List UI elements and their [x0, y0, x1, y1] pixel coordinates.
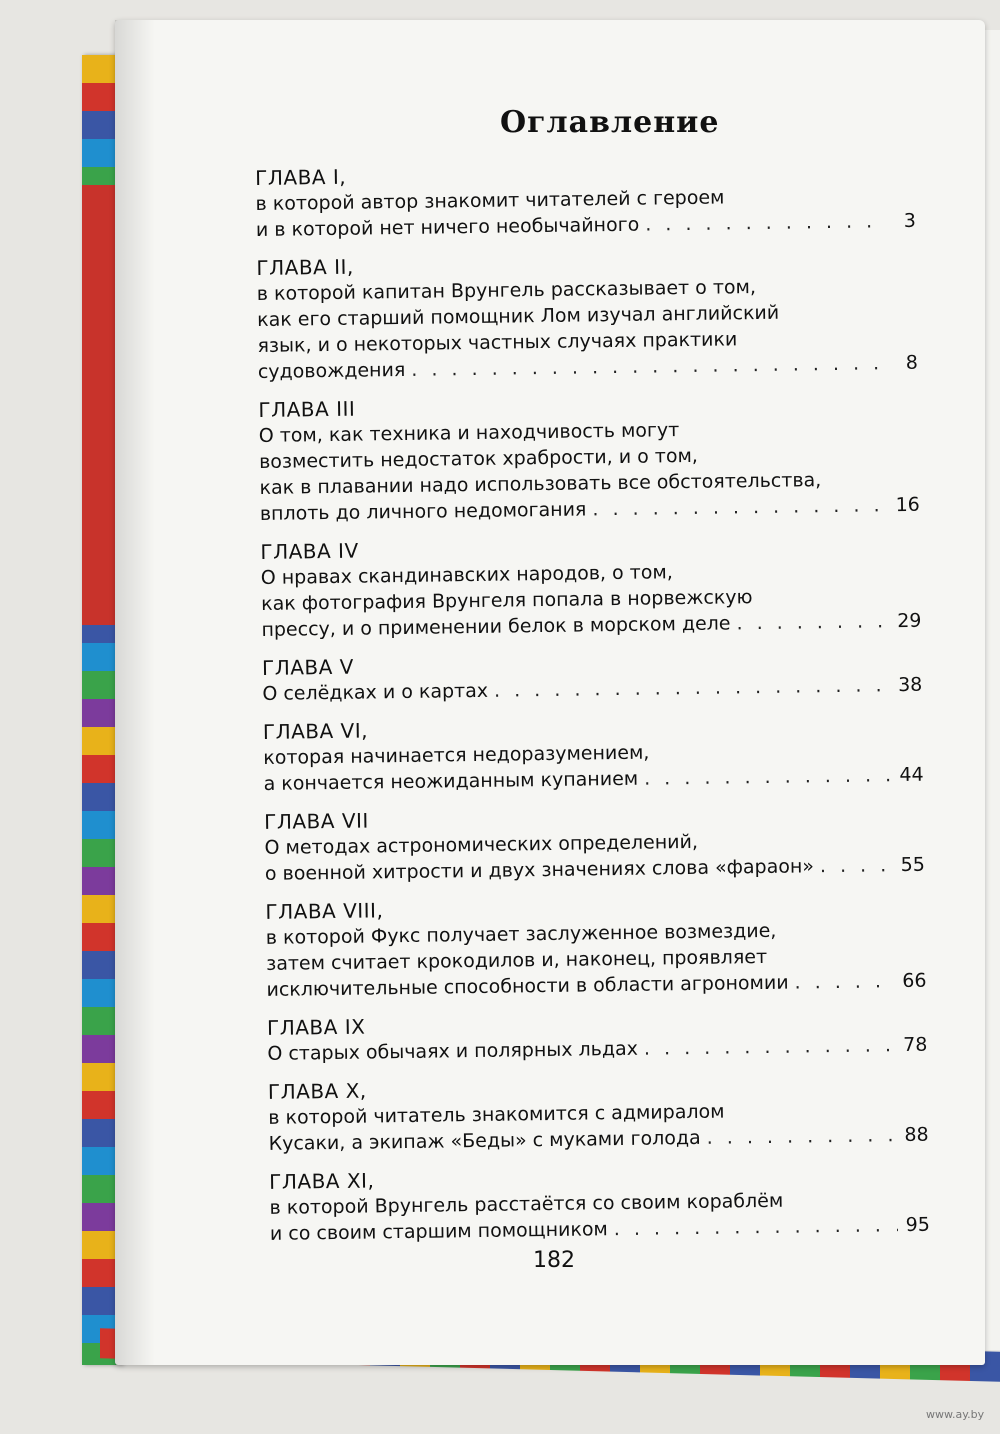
- toc-entry: [255, 156, 916, 243]
- chapter-description-line: о военной хитрости и двух значениях слова «фараон»: [264, 855, 815, 885]
- chapter-description-line: исключительные способности в области агрономии: [266, 971, 789, 1001]
- chapter-description-line: язык, и о некоторых частных случаях практики: [257, 328, 738, 357]
- chapter-description-line: в которой Фукс получает заслуженное возмездие,: [265, 919, 777, 949]
- toc-entry: [264, 800, 925, 887]
- chapter-page-number: 3: [903, 209, 916, 232]
- chapter-page-number: 95: [905, 1213, 931, 1237]
- chapter-heading: ГЛАВА VIII,: [265, 898, 384, 924]
- chapter-description-line: О том, как техника и находчивость могут: [258, 419, 680, 447]
- table-of-contents: [255, 156, 930, 1259]
- chapter-page-number: 55: [900, 853, 925, 877]
- chapter-description-line: и со своим старшим помощником: [269, 1218, 608, 1245]
- chapter-page-number: 88: [904, 1123, 929, 1147]
- chapter-description-line: Кусаки, а экипаж «Беды» с муками голода: [268, 1126, 701, 1155]
- toc-entry: [256, 246, 918, 385]
- chapter-page-number: 8: [905, 351, 918, 374]
- dot-leader: [794, 968, 894, 995]
- dot-leader: [707, 1122, 897, 1151]
- book-page: [115, 20, 985, 1365]
- chapter-heading: ГЛАВА XI,: [269, 1168, 375, 1194]
- chapter-description-line: затем считает крокодилов и, наконец, проявляет: [266, 945, 768, 975]
- dot-leader: [645, 208, 884, 237]
- chapter-description-line: как в плавании надо использовать все обстоятельства,: [259, 469, 822, 499]
- toc-entry: [260, 530, 921, 643]
- chapter-description-line: судовождения: [257, 358, 406, 383]
- dot-leader: [644, 1032, 896, 1062]
- chapter-page-number: 16: [895, 493, 920, 517]
- toc-entry: [265, 890, 926, 1003]
- toc-entry: [268, 1070, 929, 1157]
- chapter-heading: ГЛАВА VI,: [262, 718, 369, 744]
- toc-entry: [269, 1160, 930, 1247]
- chapter-page-number: 29: [897, 609, 922, 633]
- chapter-description-line: прессу, и о применении белок в морском деле: [261, 612, 731, 641]
- chapter-heading: ГЛАВА II,: [256, 254, 354, 280]
- chapter-page-number: 66: [902, 969, 927, 993]
- chapter-page-number: 44: [899, 763, 924, 787]
- chapter-description-line: О селёдках и о картах: [262, 679, 489, 705]
- chapter-heading: ГЛАВА IX: [266, 1014, 366, 1040]
- toc-entry: [267, 1006, 928, 1067]
- chapter-description-line: О нравах скандинавских народов, о том,: [260, 561, 673, 589]
- chapter-heading: ГЛАВА III: [258, 396, 356, 422]
- chapter-description-line: а кончается неожиданным купанием: [263, 767, 639, 795]
- dot-leader: [820, 852, 893, 879]
- chapter-description-line: которая начинается недоразумением,: [263, 741, 650, 769]
- chapter-heading: ГЛАВА X,: [267, 1078, 367, 1104]
- chapter-heading: ГЛАВА V: [261, 654, 355, 680]
- page-number: 182: [533, 1248, 575, 1273]
- watermark: www.ay.by: [926, 1408, 985, 1421]
- chapter-description-line: О методах астрономических определений,: [264, 830, 699, 859]
- chapter-description-line: в которой читатель знакомится с адмиралом: [268, 1100, 725, 1129]
- chapter-description-line: возместить недостаток храбрости, и о том,: [258, 444, 699, 473]
- page-title: Оглавление: [500, 105, 720, 140]
- chapter-description-line: вплоть до личного недомогания: [259, 498, 587, 525]
- chapter-description-line: в которой Врунгель расстаётся со своим кораблём: [269, 1189, 784, 1219]
- toc-entry: [263, 710, 924, 797]
- dot-leader: [592, 492, 888, 522]
- dot-leader: [644, 762, 892, 791]
- chapter-description-line: как фотография Врунгеля попала в норвежскую: [260, 586, 753, 615]
- dot-leader: [614, 1212, 898, 1242]
- chapter-page-number: 78: [903, 1033, 928, 1057]
- chapter-heading: ГЛАВА IV: [260, 538, 359, 564]
- dot-leader: [494, 672, 891, 704]
- chapter-heading: ГЛАВА VII: [264, 808, 369, 834]
- chapter-description-line: О старых обычаях и полярных льдах: [267, 1037, 639, 1065]
- chapter-description-line: как его старший помощник Лом изучал английский: [257, 301, 780, 331]
- chapter-description-line: в которой капитан Врунгель рассказывает о том,: [256, 276, 757, 305]
- toc-entry: [258, 388, 920, 527]
- dot-leader: [736, 608, 889, 636]
- dot-leader: [411, 350, 886, 383]
- chapter-description-line: в которой автор знакомит читателей с героем: [255, 186, 725, 215]
- chapter-heading: ГЛАВА I,: [255, 164, 347, 190]
- chapter-description-line: и в которой нет ничего необычайного: [255, 213, 640, 241]
- toc-entry: [262, 646, 923, 707]
- chapter-page-number: 38: [897, 673, 923, 697]
